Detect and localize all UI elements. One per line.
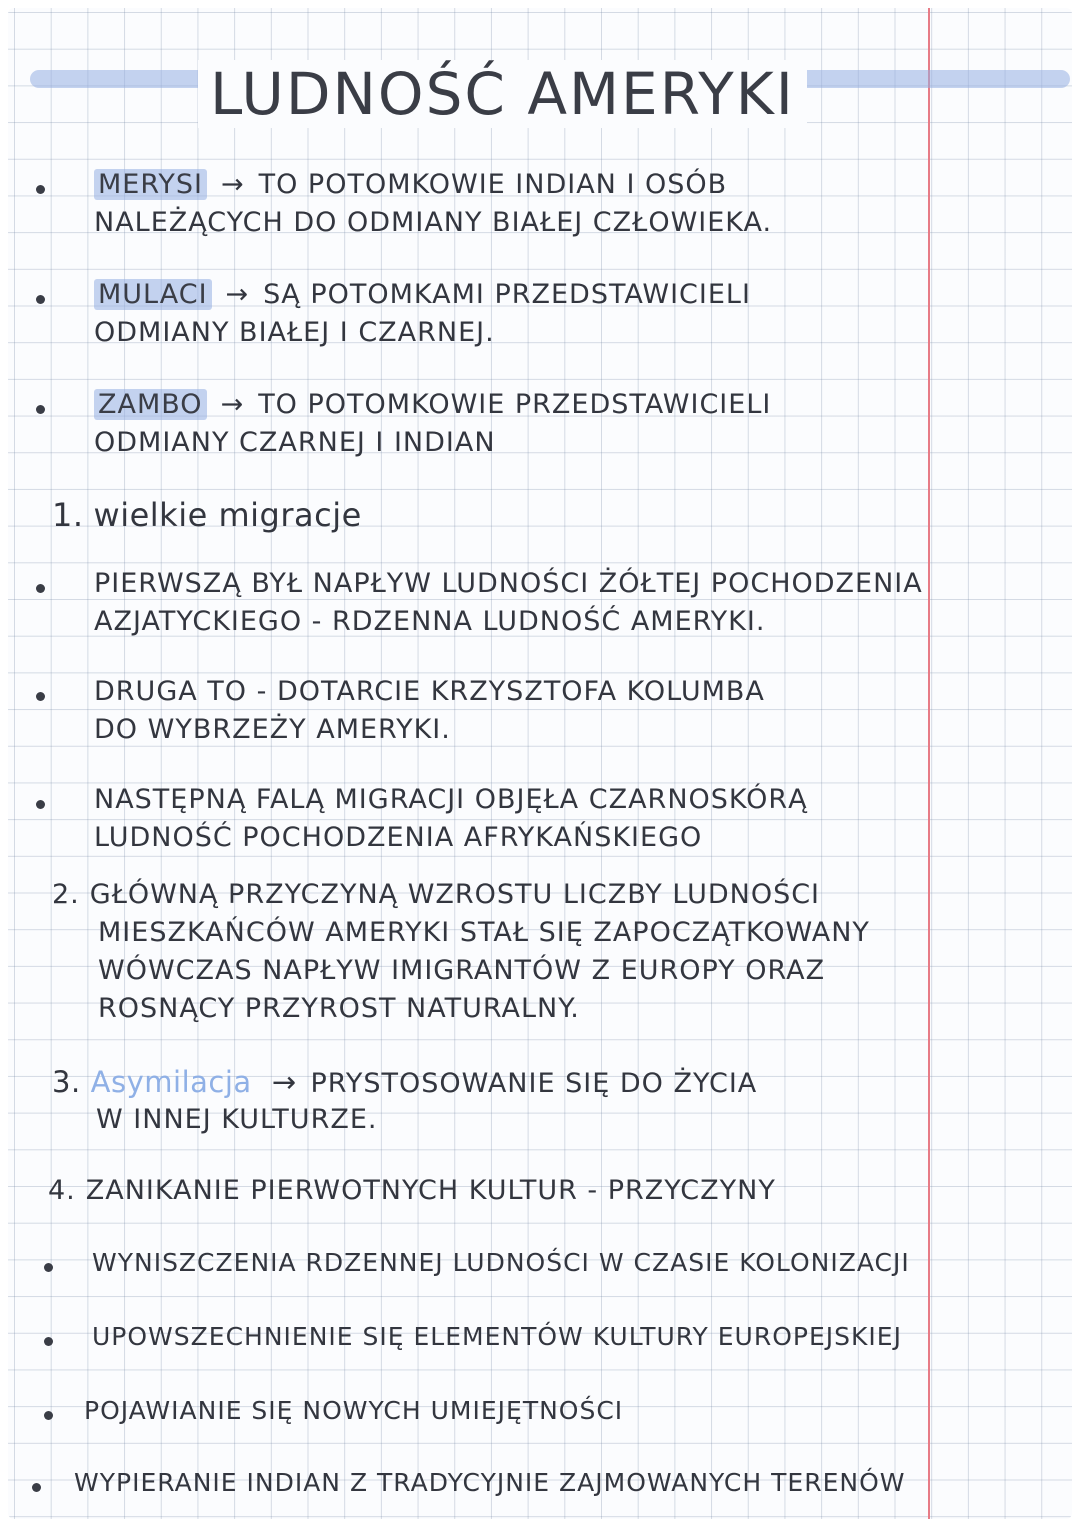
list-item: [84, 1392, 623, 1430]
section-2-block: [52, 876, 820, 914]
paragraph-line: ROSNĄCY PRZYROST NATURALNY.: [98, 993, 580, 1024]
list-item: [94, 386, 771, 462]
bullet: [36, 584, 45, 593]
point-line: DRUGA TO - DOTARCIE KRZYSZTOFA KOLUMBA: [94, 676, 765, 707]
section-title: wielkie migracje: [93, 496, 362, 534]
bullet: [44, 1411, 53, 1420]
list-item: [94, 276, 751, 352]
paragraph-line: GŁÓWNĄ PRZYCZYNĄ WZROSTU LICZBY LUDNOŚCI: [89, 879, 821, 910]
paragraph-line: WÓWCZAS NAPŁYW IMIGRANTÓW Z EUROPY ORAZ: [98, 955, 826, 986]
bullet: [44, 1263, 53, 1272]
definition-line: TO POTOMKOWIE PRZEDSTAWICIELI: [258, 389, 772, 420]
definition-line: ODMIANY BIAŁEJ I CZARNEJ.: [94, 317, 495, 348]
point-line: POJAWIANIE SIĘ NOWYCH UMIEJĘTNOŚCI: [84, 1396, 624, 1425]
point-line: UPOWSZECHNIENIE SIĘ ELEMENTÓW KULTURY EUROPEJSKIEJ: [92, 1322, 902, 1351]
bullet: [36, 800, 45, 809]
point-line: NASTĘPNĄ FALĄ MIGRACJI OBJĘŁA CZARNOSKÓRĄ: [94, 784, 808, 815]
notebook-page: [8, 8, 1072, 1519]
section-number: 3.: [52, 1065, 81, 1099]
point-line: WYPIERANIE INDIAN Z TRADYCYJNIE ZAJMOWANYCH TERENÓW: [74, 1468, 906, 1497]
definition-line: W INNEJ KULTURZE.: [96, 1104, 378, 1135]
point-line: LUDNOŚĆ POCHODZENIA AFRYKAŃSKIEGO: [94, 822, 703, 853]
list-item: [94, 673, 765, 749]
section-title: ZANIKANIE PIERWOTNYCH KULTUR - PRZYCZYNY: [85, 1175, 776, 1206]
section-number: 2.: [52, 879, 80, 910]
definition-line: SĄ POTOMKAMI PRZEDSTAWICIELI: [263, 279, 751, 310]
section-2-block: [98, 914, 870, 1028]
list-item: [94, 781, 808, 857]
definition-line: PRYSTOSOWANIE SIĘ DO ŻYCIA: [310, 1068, 758, 1099]
list-item: [92, 1318, 902, 1356]
section-3-block: [52, 1063, 757, 1103]
definition-line: NALEŻĄCYCH DO ODMIANY BIAŁEJ CZŁOWIEKA.: [94, 207, 773, 238]
definition-line: ODMIANY CZARNEJ I INDIAN: [94, 427, 496, 458]
point-line: AZJATYCKIEGO - RDZENNA LUDNOŚĆ AMERYKI.: [94, 606, 766, 637]
list-item: [94, 166, 772, 242]
point-line: PIERWSZĄ BYŁ NAPŁYW LUDNOŚCI ŻÓŁTEJ POCHODZENIA: [94, 568, 923, 599]
section-heading: [48, 1172, 776, 1210]
arrow-icon: →: [220, 169, 245, 200]
section-3-block: [96, 1101, 377, 1139]
bullet: [44, 1337, 53, 1346]
term-zambo: ZAMBO: [94, 389, 207, 420]
arrow-icon: →: [220, 389, 245, 420]
bullet: [32, 1483, 41, 1492]
point-line: DO WYBRZEŻY AMERYKI.: [94, 714, 451, 745]
section-heading: [52, 496, 362, 534]
bullet: [36, 295, 45, 304]
definition-line: TO POTOMKOWIE INDIAN I OSÓB: [258, 169, 728, 200]
bullet: [36, 405, 45, 414]
arrow-icon: →: [271, 1065, 297, 1099]
arrow-icon: →: [225, 279, 250, 310]
list-item: [92, 1244, 910, 1282]
margin-line: [928, 8, 930, 1519]
bullet: [36, 185, 45, 194]
term-merysi: MERYSI: [94, 169, 207, 200]
term-mulaci: MULACI: [94, 279, 212, 310]
point-line: WYNISZCZENIA RDZENNEJ LUDNOŚCI W CZASIE KOLONIZACJI: [92, 1248, 910, 1277]
list-item: [74, 1464, 905, 1502]
paragraph-line: MIESZKAŃCÓW AMERYKI STAŁ SIĘ ZAPOCZĄTKOWANY: [98, 917, 870, 948]
list-item: [94, 565, 923, 641]
term-asymilacja: Asymilacja: [90, 1065, 252, 1099]
section-number: 4.: [48, 1175, 76, 1206]
page-title: LUDNOŚĆ AMERYKI: [198, 60, 807, 128]
bullet: [36, 692, 45, 701]
section-number: 1.: [52, 496, 84, 534]
